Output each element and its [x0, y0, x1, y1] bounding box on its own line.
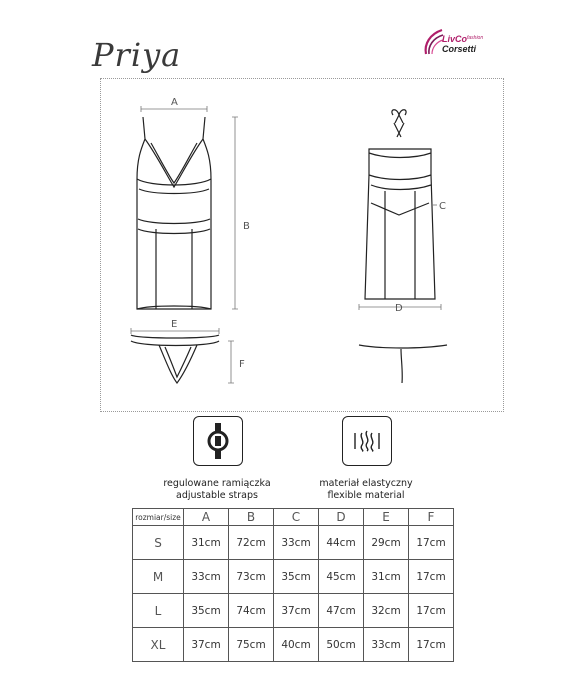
- value-cell: 74cm: [229, 594, 274, 628]
- table-row: [133, 526, 454, 560]
- feature-label-elastic-pl: materiał elastyczny: [319, 478, 413, 489]
- value-cell: 72cm: [229, 526, 274, 560]
- value-cell: 47cm: [319, 594, 364, 628]
- value-cell: 17cm: [409, 560, 454, 594]
- feature-label-straps-pl: regulowane ramiączka: [163, 478, 271, 489]
- value-cell: 37cm: [274, 594, 319, 628]
- feature-label-elastic: [296, 478, 436, 502]
- thong-back-drawing: [359, 345, 447, 383]
- value-cell: 44cm: [319, 526, 364, 560]
- size-cell: L: [133, 594, 184, 628]
- table-row: [133, 628, 454, 662]
- garment-drawing: [101, 79, 503, 411]
- chemise-back-drawing: [365, 110, 435, 299]
- measure-label-f: F: [239, 359, 245, 370]
- value-cell: 29cm: [364, 526, 409, 560]
- brand-tagline: fashion: [467, 35, 484, 41]
- value-cell: 35cm: [184, 594, 229, 628]
- value-cell: 50cm: [319, 628, 364, 662]
- size-table: [132, 508, 454, 662]
- value-cell: 33cm: [274, 526, 319, 560]
- elastic-material-icon: [342, 416, 392, 466]
- measure-label-b: B: [243, 221, 250, 232]
- measure-label-e: E: [171, 319, 178, 330]
- table-row: [133, 560, 454, 594]
- value-cell: 17cm: [409, 628, 454, 662]
- value-cell: 40cm: [274, 628, 319, 662]
- column-header: C: [274, 509, 319, 526]
- brand-logo: [422, 28, 502, 58]
- value-cell: 73cm: [229, 560, 274, 594]
- brand-name-line1: LivCo: [442, 34, 468, 44]
- value-cell: 31cm: [184, 526, 229, 560]
- thong-front-drawing: [131, 335, 219, 383]
- size-table-header: [133, 509, 454, 526]
- size-cell: S: [133, 526, 184, 560]
- column-header: E: [364, 509, 409, 526]
- feature-label-straps-en: adjustable straps: [176, 490, 258, 501]
- table-row: [133, 594, 454, 628]
- feature-label-straps: [147, 478, 287, 502]
- value-cell: 17cm: [409, 526, 454, 560]
- value-cell: 75cm: [229, 628, 274, 662]
- value-cell: 17cm: [409, 594, 454, 628]
- column-header: F: [409, 509, 454, 526]
- value-cell: 35cm: [274, 560, 319, 594]
- size-table-corner: rozmiar/size: [133, 509, 184, 526]
- column-header: A: [184, 509, 229, 526]
- value-cell: 45cm: [319, 560, 364, 594]
- column-header: B: [229, 509, 274, 526]
- size-cell: XL: [133, 628, 184, 662]
- measure-label-a: A: [171, 97, 178, 108]
- brand-swirl-icon: [422, 28, 444, 56]
- value-cell: 33cm: [364, 628, 409, 662]
- size-cell: M: [133, 560, 184, 594]
- adjustable-strap-icon: [193, 416, 243, 466]
- garment-diagram: [100, 78, 504, 412]
- value-cell: 33cm: [184, 560, 229, 594]
- feature-label-elastic-en: flexible material: [327, 490, 405, 501]
- product-title: Priya: [92, 36, 182, 74]
- brand-name-line2: Corsetti: [442, 44, 477, 54]
- value-cell: 31cm: [364, 560, 409, 594]
- value-cell: 37cm: [184, 628, 229, 662]
- value-cell: 32cm: [364, 594, 409, 628]
- measure-label-d: D: [395, 303, 403, 314]
- chemise-front-drawing: [137, 117, 211, 309]
- measure-label-c: C: [439, 201, 446, 212]
- column-header: D: [319, 509, 364, 526]
